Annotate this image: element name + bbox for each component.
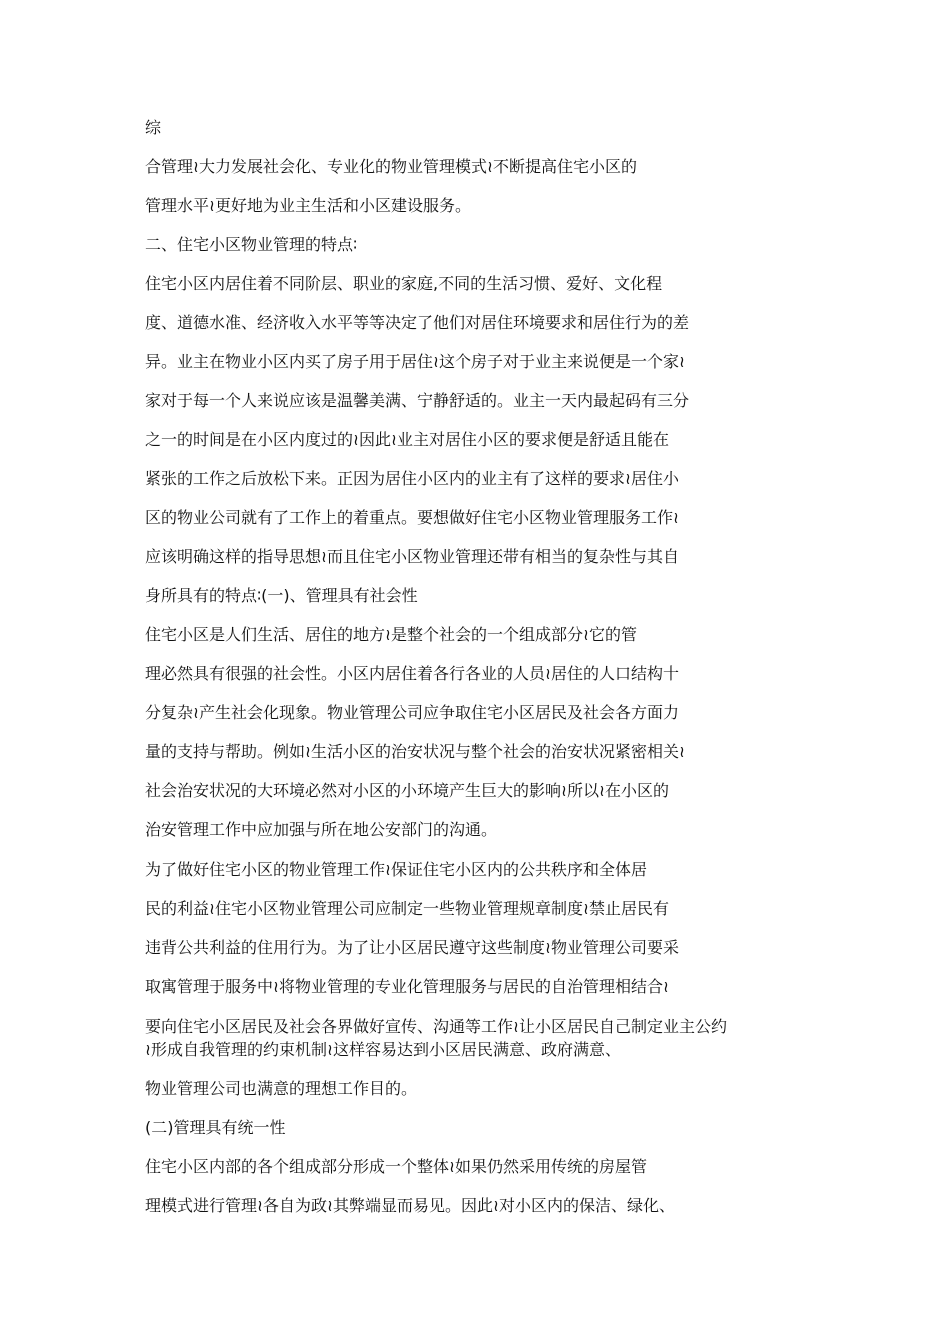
text-line: 度、道德水准、经济收入水平等等决定了他们对居住环境要求和居住行为的差 xyxy=(145,313,690,332)
text-line: 理必然具有很强的社会性。小区内居住着各行各业的人员≀居住的人口结构十 xyxy=(145,664,680,683)
section-heading: (二)管理具有统一性 xyxy=(145,1118,286,1137)
text-line: 区的物业公司就有了工作上的着重点。要想做好住宅小区物业管理服务工作≀ xyxy=(145,508,680,527)
text-line: 治安管理工作中应加强与所在地公安部门的沟通。 xyxy=(145,820,498,839)
text-line: 合管理≀大力发展社会化、专业化的物业管理模式≀不断提高住宅小区的 xyxy=(145,157,638,176)
text-line: 身所具有的特点∶(一)、管理具有社会性 xyxy=(145,586,418,605)
text-line: 要向住宅小区居民及社会各界做好宣传、沟通等工作≀让小区居民自己制定业主公约 xyxy=(145,1017,728,1036)
text-line: 住宅小区内居住着不同阶层、职业的家庭,不同的生活习惯、爱好、文化程 xyxy=(145,274,663,293)
text-line: 社会治安状况的大环境必然对小区的小环境产生巨大的影响≀所以≀在小区的 xyxy=(145,781,670,800)
text-line: ≀形成自我管理的约束机制≀这样容易达到小区居民满意、政府满意、 xyxy=(145,1040,622,1059)
text-line: 紧张的工作之后放松下来。正因为居住小区内的业主有了这样的要求≀居住小 xyxy=(145,469,680,488)
text-line: 为了做好住宅小区的物业管理工作≀保证住宅小区内的公共秩序和全体居 xyxy=(145,860,648,879)
text-line: 综 xyxy=(145,118,162,137)
text-line: 管理水平≀更好地为业主生活和小区建设服务。 xyxy=(145,196,472,215)
text-line: 物业管理公司也满意的理想工作目的。 xyxy=(145,1079,418,1098)
text-line: 分复杂≀产生社会化现象。物业管理公司应争取住宅小区居民及社会各方面力 xyxy=(145,703,680,722)
text-line: 异。业主在物业小区内买了房子用于居住≀这个房子对于业主来说便是一个家≀ xyxy=(145,352,686,371)
text-line: 住宅小区内部的各个组成部分形成一个整体≀如果仍然采用传统的房屋管 xyxy=(145,1157,648,1176)
text-line: 之一的时间是在小区内度过的≀因此≀业主对居住小区的要求便是舒适且能在 xyxy=(145,430,670,449)
text-line: 违背公共利益的住用行为。为了让小区居民遵守这些制度≀物业管理公司要采 xyxy=(145,938,680,957)
text-line: 理模式进行管理≀各自为政≀其弊端显而易见。因此≀对小区内的保洁、绿化、 xyxy=(145,1196,676,1215)
text-line: 住宅小区是人们生活、居住的地方≀是整个社会的一个组成部分≀它的管 xyxy=(145,625,638,644)
text-line: 家对于每一个人来说应该是温馨美满、宁静舒适的。业主一天内最起码有三分 xyxy=(145,391,690,410)
section-heading: 二、住宅小区物业管理的特点∶ xyxy=(145,235,358,254)
text-line: 应该明确这样的指导思想≀而且住宅小区物业管理还带有相当的复杂性与其自 xyxy=(145,547,680,566)
text-line: 民的利益≀住宅小区物业管理公司应制定一些物业管理规章制度≀禁止居民有 xyxy=(145,899,670,918)
text-line: 取寓管理于服务中≀将物业管理的专业化管理服务与居民的自治管理相结合≀ xyxy=(145,977,670,996)
text-line: 量的支持与帮助。例如≀生活小区的治安状况与整个社会的治安状况紧密相关≀ xyxy=(145,742,686,761)
